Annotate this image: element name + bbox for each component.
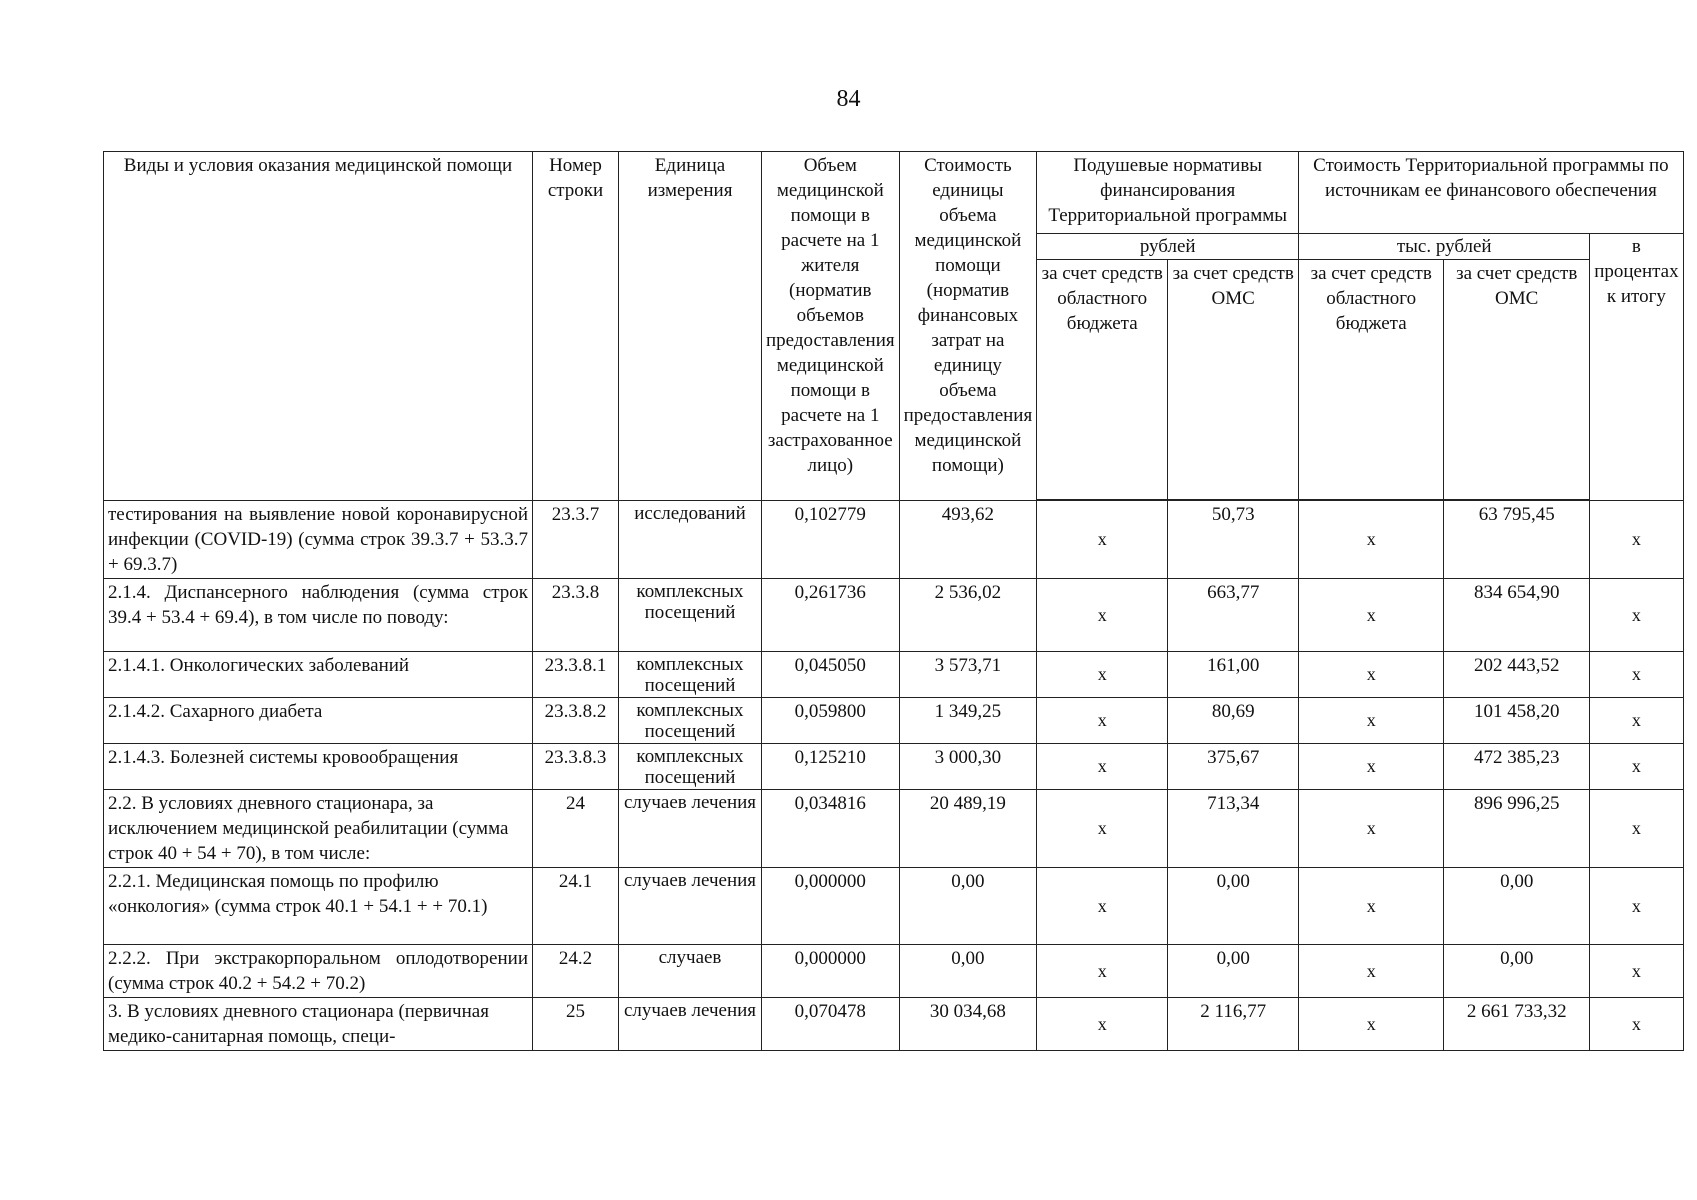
cell-unit: комплексных посещений bbox=[619, 579, 762, 652]
cell-unit: исследований bbox=[619, 501, 762, 579]
header-row-number: Номер строки bbox=[533, 152, 619, 501]
cell-volume: 0,045050 bbox=[762, 652, 900, 698]
cell-volume: 0,070478 bbox=[762, 998, 900, 1051]
cell-volume: 0,034816 bbox=[762, 790, 900, 868]
cell-unit-cost: 3 573,71 bbox=[899, 652, 1037, 698]
cell-per-capita-oms: 161,00 bbox=[1168, 652, 1299, 698]
cell-volume: 0,059800 bbox=[762, 698, 900, 744]
cell-unit-cost: 20 489,19 bbox=[899, 790, 1037, 868]
cell-unit: комплексных посещений bbox=[619, 698, 762, 744]
cell-total-budget: х bbox=[1299, 501, 1444, 579]
cell-total-budget: х bbox=[1299, 744, 1444, 790]
cell-per-capita-oms: 713,34 bbox=[1168, 790, 1299, 868]
cell-percent: х bbox=[1590, 501, 1683, 579]
cell-name: 2.2.2. При экстракорпоральном оплодотворении (сумма строк 40.2 + 54.2 + 70.2) bbox=[104, 945, 533, 998]
cell-unit-cost: 2 536,02 bbox=[899, 579, 1037, 652]
cell-unit: комплексных посещений bbox=[619, 744, 762, 790]
cell-name: 3. В условиях дневного стационара (первичная медико-санитарная помощь, специ- bbox=[104, 998, 533, 1051]
cell-volume: 0,000000 bbox=[762, 945, 900, 998]
cell-unit: случаев лечения bbox=[619, 790, 762, 868]
cell-name: 2.1.4.1. Онкологических заболеваний bbox=[104, 652, 533, 698]
cell-percent: х bbox=[1590, 790, 1683, 868]
cell-unit: случаев bbox=[619, 945, 762, 998]
table-row bbox=[104, 868, 1684, 945]
cell-unit: комплексных посещений bbox=[619, 652, 762, 698]
cell-volume: 0,125210 bbox=[762, 744, 900, 790]
cell-name: тестирования на выявление новой коронавирусной инфекции (COVID-19) (сумма строк 39.3.7 + 53.3.7 + 69.3.7) bbox=[104, 501, 533, 579]
cell-name: 2.2. В условиях дневного стационара, за исключением медицинской реабилитации (сумма строк 40 + 54 + 70), в том числе: bbox=[104, 790, 533, 868]
cell-total-budget: х bbox=[1299, 579, 1444, 652]
cell-per-capita-oms: 375,67 bbox=[1168, 744, 1299, 790]
header-regional-budget-total: за счет средств областного бюджета bbox=[1299, 260, 1444, 500]
cell-total-budget: х bbox=[1299, 790, 1444, 868]
cell-row-number: 23.3.8.2 bbox=[533, 698, 619, 744]
header-percent: в процентах к итогу bbox=[1590, 234, 1683, 501]
cell-per-capita-budget: х bbox=[1037, 945, 1168, 998]
table-row bbox=[104, 945, 1684, 998]
cell-per-capita-budget: х bbox=[1037, 744, 1168, 790]
cell-per-capita-oms: 0,00 bbox=[1168, 868, 1299, 945]
cell-percent: х bbox=[1590, 868, 1683, 945]
header-unit-cost: Стоимость единицы объема медицинской помощи (норматив финансовых затрат на единицу объема предоставления медицинской помощи) bbox=[899, 152, 1037, 501]
cell-name: 2.1.4. Диспансерного наблюдения (сумма строк 39.4 + 53.4 + 69.4), в том числе по поводу: bbox=[104, 579, 533, 652]
cell-total-oms: 0,00 bbox=[1444, 945, 1590, 998]
cell-name: 2.2.1. Медицинская помощь по профилю «онкология» (сумма строк 40.1 + 54.1 + + 70.1) bbox=[104, 868, 533, 945]
cell-percent: х bbox=[1590, 698, 1683, 744]
header-unit-thousand-rubles: тыс. рублей bbox=[1299, 234, 1590, 260]
cell-per-capita-budget: х bbox=[1037, 652, 1168, 698]
table-row bbox=[104, 790, 1684, 868]
cell-total-oms: 63 795,45 bbox=[1444, 501, 1590, 579]
cell-per-capita-budget: х bbox=[1037, 501, 1168, 579]
header-per-capita-group: Подушевые нормативы финансирования Территориальной программы bbox=[1037, 152, 1299, 234]
cell-per-capita-budget: х bbox=[1037, 579, 1168, 652]
cell-per-capita-oms: 50,73 bbox=[1168, 501, 1299, 579]
cell-unit-cost: 3 000,30 bbox=[899, 744, 1037, 790]
header-oms: за счет средств ОМС bbox=[1168, 260, 1299, 500]
cell-per-capita-budget: х bbox=[1037, 868, 1168, 945]
cell-volume: 0,102779 bbox=[762, 501, 900, 579]
cell-row-number: 23.3.8 bbox=[533, 579, 619, 652]
cell-percent: х bbox=[1590, 945, 1683, 998]
table-body bbox=[104, 501, 1684, 1051]
cell-per-capita-oms: 80,69 bbox=[1168, 698, 1299, 744]
cell-volume: 0,000000 bbox=[762, 868, 900, 945]
table-row bbox=[104, 501, 1684, 579]
cell-row-number: 23.3.7 bbox=[533, 501, 619, 579]
cell-per-capita-budget: х bbox=[1037, 698, 1168, 744]
header-unit-rubles: рублей bbox=[1037, 234, 1299, 260]
table-row bbox=[104, 744, 1684, 790]
cell-name: 2.1.4.2. Сахарного диабета bbox=[104, 698, 533, 744]
cell-total-budget: х bbox=[1299, 998, 1444, 1051]
cell-total-budget: х bbox=[1299, 945, 1444, 998]
cell-unit-cost: 1 349,25 bbox=[899, 698, 1037, 744]
cell-total-oms: 0,00 bbox=[1444, 868, 1590, 945]
cell-per-capita-budget: х bbox=[1037, 790, 1168, 868]
cell-total-budget: х bbox=[1299, 698, 1444, 744]
cell-percent: х bbox=[1590, 998, 1683, 1051]
table-row bbox=[104, 652, 1684, 698]
cell-total-budget: х bbox=[1299, 652, 1444, 698]
cell-unit-cost: 30 034,68 bbox=[899, 998, 1037, 1051]
cell-per-capita-oms: 2 116,77 bbox=[1168, 998, 1299, 1051]
cell-percent: х bbox=[1590, 652, 1683, 698]
cell-unit-cost: 0,00 bbox=[899, 868, 1037, 945]
cell-row-number: 24 bbox=[533, 790, 619, 868]
cell-per-capita-oms: 663,77 bbox=[1168, 579, 1299, 652]
cell-row-number: 25 bbox=[533, 998, 619, 1051]
cell-total-oms: 202 443,52 bbox=[1444, 652, 1590, 698]
cell-total-oms: 834 654,90 bbox=[1444, 579, 1590, 652]
header-oms-total: за счет средств ОМС bbox=[1444, 260, 1590, 500]
cell-percent: х bbox=[1590, 579, 1683, 652]
cell-per-capita-oms: 0,00 bbox=[1168, 945, 1299, 998]
cell-percent: х bbox=[1590, 744, 1683, 790]
cell-row-number: 24.1 bbox=[533, 868, 619, 945]
cell-total-oms: 472 385,23 bbox=[1444, 744, 1590, 790]
cell-total-oms: 2 661 733,32 bbox=[1444, 998, 1590, 1051]
cell-row-number: 24.2 bbox=[533, 945, 619, 998]
header-total-cost-group: Стоимость Территориальной программы по источникам ее финансового обеспечения bbox=[1299, 152, 1683, 234]
header-volume: Объем медицинской помощи в расчете на 1 жителя (норматив объемов предоставления медицинской помощи в расчете на 1 застрахованное лицо) bbox=[762, 152, 900, 501]
financing-table bbox=[103, 151, 1684, 1051]
header-name: Виды и условия оказания медицинской помощи bbox=[104, 152, 533, 501]
cell-total-budget: х bbox=[1299, 868, 1444, 945]
page-number: 84 bbox=[836, 86, 861, 112]
cell-unit: случаев лечения bbox=[619, 998, 762, 1051]
header-regional-budget: за счет средств областного бюджета bbox=[1037, 260, 1168, 500]
cell-total-oms: 101 458,20 bbox=[1444, 698, 1590, 744]
cell-unit-cost: 493,62 bbox=[899, 501, 1037, 579]
cell-row-number: 23.3.8.1 bbox=[533, 652, 619, 698]
table-row bbox=[104, 579, 1684, 652]
cell-total-oms: 896 996,25 bbox=[1444, 790, 1590, 868]
cell-unit-cost: 0,00 bbox=[899, 945, 1037, 998]
cell-per-capita-budget: х bbox=[1037, 998, 1168, 1051]
table-row bbox=[104, 698, 1684, 744]
cell-unit: случаев лечения bbox=[619, 868, 762, 945]
header-unit: Единица измерения bbox=[619, 152, 762, 501]
cell-name: 2.1.4.3. Болезней системы кровообращения bbox=[104, 744, 533, 790]
cell-row-number: 23.3.8.3 bbox=[533, 744, 619, 790]
cell-volume: 0,261736 bbox=[762, 579, 900, 652]
table-row bbox=[104, 998, 1684, 1051]
